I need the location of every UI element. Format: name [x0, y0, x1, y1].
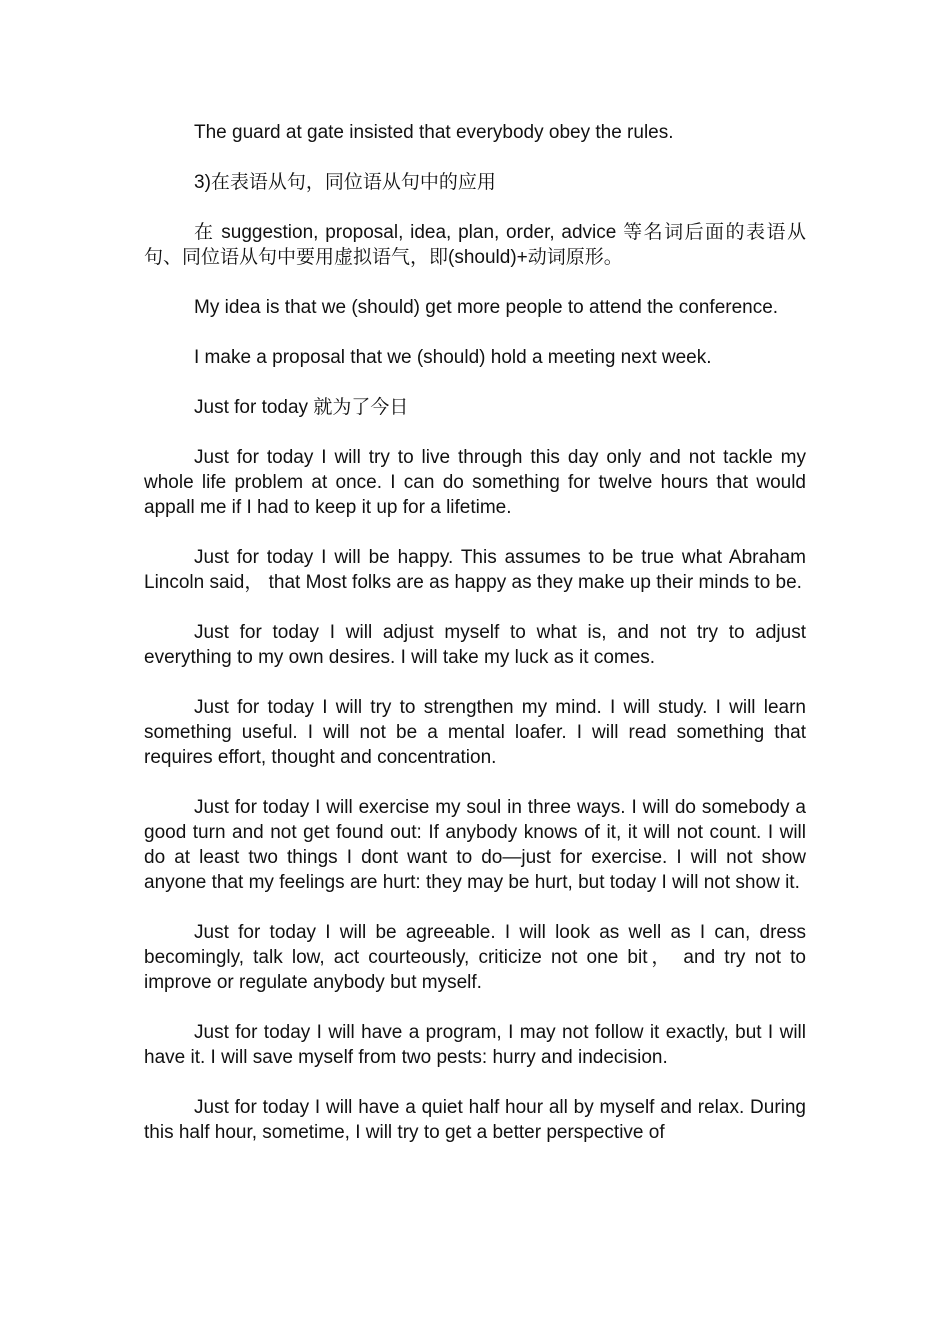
document-body [144, 120, 806, 1145]
paragraph-example-guard: The guard at gate insisted that everybody obey the rules. [194, 122, 674, 143]
paragraph-just-for-today-6: Just for today I will be agreeable. I will look as well as I can, dress becomingly, talk low, act courteously, criticize not one bit， and try not to improve or regulate anybody but myself. [144, 922, 806, 993]
paragraph-article-title: Just for today 就为了今日 [194, 397, 409, 418]
paragraph-section-heading: 3)在表语从句，同位语从句中的应用 [194, 172, 496, 193]
paragraph-example-proposal: I make a proposal that we (should) hold a meeting next week. [194, 347, 712, 368]
paragraph-just-for-today-1: Just for today I will try to live through this day only and not tackle my whole life problem at once. I can do something for twelve hours that would appall me if I had to keep it up for a lifetime. [144, 447, 806, 518]
paragraph-just-for-today-2: Just for today I will be happy. This assumes to be true what Abraham Lincoln said， that Most folks are as happy as they make up their minds to be. [144, 547, 806, 593]
paragraph-just-for-today-4: Just for today I will try to strengthen my mind. I will study. I will learn something useful. I will not be a mental loafer. I will read something that requires effort, thought and concentration. [144, 697, 806, 768]
paragraph-just-for-today-3: Just for today I will adjust myself to what is, and not try to adjust everything to my own desires. I will take my luck as it comes. [144, 622, 806, 668]
paragraph-just-for-today-7: Just for today I will have a program, I may not follow it exactly, but I will have it. I will save myself from two pests: hurry and indecision. [144, 1022, 806, 1068]
paragraph-just-for-today-5: Just for today I will exercise my soul in three ways. I will do somebody a good turn and not get found out: If anybody knows of it, it will not count. I will do at least two things I dont want to do—just for exercise. I will not show anyone that my feelings are hurt: they may be hurt, but today I will not show it. [144, 797, 806, 893]
paragraph-example-idea: My idea is that we (should) get more people to attend the conference. [194, 297, 779, 318]
paragraph-just-for-today-8: Just for today I will have a quiet half hour all by myself and relax. During this half hour, sometime, I will try to get a better perspective of [144, 1097, 806, 1143]
paragraph-rule-explanation: 在 suggestion, proposal, idea, plan, order, advice 等名词后面的表语从句、同位语从句中要用虚拟语气，即(should)+动词原形。 [144, 222, 806, 268]
